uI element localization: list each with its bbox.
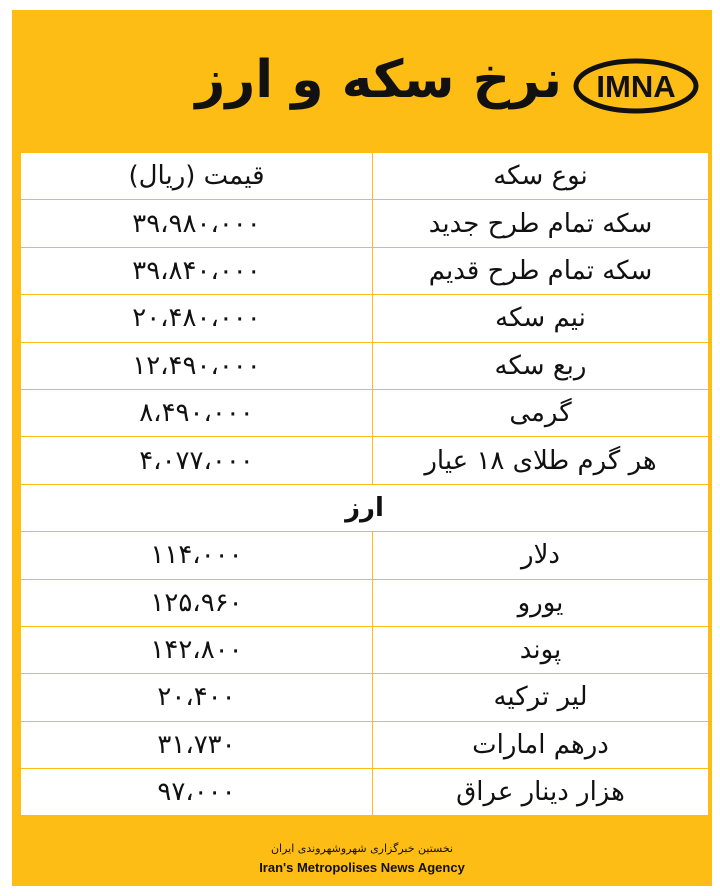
footer — [12, 838, 712, 886]
table-row — [21, 200, 709, 247]
logo-text: IMNA — [596, 69, 676, 104]
table-row — [21, 532, 709, 579]
name-cell: درهم امارات — [373, 721, 709, 768]
header — [12, 10, 712, 150]
price-cell: ۲۰،۴۸۰،۰۰۰ — [21, 295, 373, 342]
rates-table — [20, 152, 709, 816]
currency-section-label: ارز — [21, 484, 709, 531]
page-title: نرخ سکه و ارز — [195, 50, 562, 110]
table-row — [21, 295, 709, 342]
table-row — [21, 674, 709, 721]
price-cell: ۸،۴۹۰،۰۰۰ — [21, 389, 373, 436]
name-column-header: نوع سکه — [373, 153, 709, 200]
price-cell: ۳۱،۷۳۰ — [21, 721, 373, 768]
table-header-row — [21, 153, 709, 200]
name-cell: نیم سکه — [373, 295, 709, 342]
table-row — [21, 389, 709, 436]
name-cell: دلار — [373, 532, 709, 579]
table-row — [21, 579, 709, 626]
price-cell: ۱۲،۴۹۰،۰۰۰ — [21, 342, 373, 389]
table-row — [21, 769, 709, 816]
name-cell: پوند — [373, 626, 709, 673]
price-cell: ۱۱۴،۰۰۰ — [21, 532, 373, 579]
name-cell: هزار دینار عراق — [373, 769, 709, 816]
footer-tagline-fa: نخستین خبرگزاری شهرو‌شهروندی ایران — [270, 842, 454, 855]
table-row — [21, 721, 709, 768]
price-cell: ۱۴۲،۸۰۰ — [21, 626, 373, 673]
price-cell: ۴،۰۷۷،۰۰۰ — [21, 437, 373, 484]
table-row — [21, 437, 709, 484]
section-row-currency — [21, 484, 709, 531]
table-row — [21, 247, 709, 294]
price-cell: ۱۲۵،۹۶۰ — [21, 579, 373, 626]
price-card — [12, 10, 712, 886]
price-cell: ۹۷،۰۰۰ — [21, 769, 373, 816]
price-cell: ۲۰،۴۰۰ — [21, 674, 373, 721]
name-cell: یورو — [373, 579, 709, 626]
table-row — [21, 342, 709, 389]
price-column-header: قیمت (ریال) — [21, 153, 373, 200]
imna-logo — [572, 56, 700, 116]
footer-tagline-en: Iran's Metropolises News Agency — [259, 860, 465, 875]
price-cell: ۳۹،۹۸۰،۰۰۰ — [21, 200, 373, 247]
name-cell: ربع سکه — [373, 342, 709, 389]
price-cell: ۳۹،۸۴۰،۰۰۰ — [21, 247, 373, 294]
table-row — [21, 626, 709, 673]
name-cell: گرمی — [373, 389, 709, 436]
name-cell: لیر ترکیه — [373, 674, 709, 721]
name-cell: هر گرم طلای ۱۸ عیار — [373, 437, 709, 484]
name-cell: سکه تمام طرح قدیم — [373, 247, 709, 294]
name-cell: سکه تمام طرح جدید — [373, 200, 709, 247]
